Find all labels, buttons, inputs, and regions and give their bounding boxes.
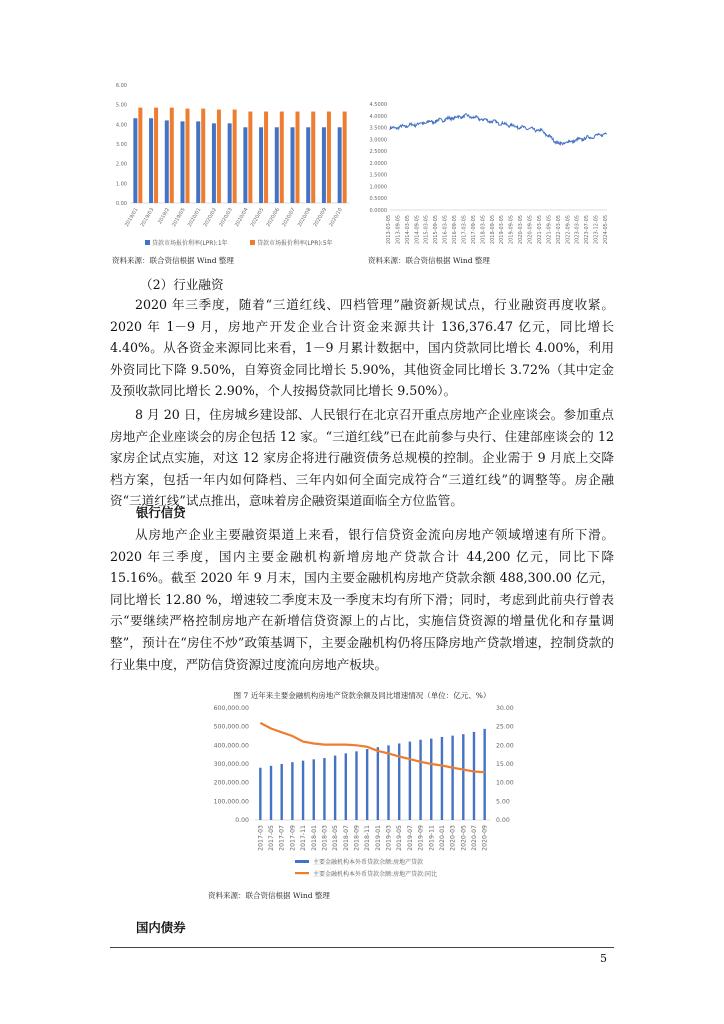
right-tick-label: 5.00 — [496, 798, 510, 806]
y-tick-label: 5.00 — [115, 102, 127, 109]
x-tick-label: 2020/06 — [265, 207, 282, 228]
y-tick-label: 3.5000 — [369, 125, 387, 132]
heading-domestic-bonds: 国内债券 — [136, 920, 186, 935]
loan-balance-bar — [302, 761, 304, 820]
section-industry-financing: （2）行业融资 — [140, 277, 224, 292]
rate-line-chart — [362, 100, 612, 252]
figure7-caption: 图 7 近年来主要金融机构房地产贷款余额及同比增速情况（单位：亿元、%） — [233, 691, 491, 700]
loan-balance-bar — [345, 753, 347, 820]
x-tick-label: 2020/10 — [328, 207, 344, 228]
x-tick-label: 2018-07 — [342, 825, 350, 851]
x-tick-label: 2020-07 — [470, 825, 478, 851]
right-tick-label: 0.00 — [496, 817, 510, 824]
x-tick-label: 2019-05 — [396, 825, 404, 851]
page-number: 5 — [600, 952, 607, 965]
legend-label: 贷款市场报价利率(LPR):1年 — [152, 240, 228, 247]
bar — [327, 112, 331, 203]
x-tick-label: 2019/2 — [157, 207, 172, 226]
x-tick-label: 2018-05 — [332, 825, 340, 851]
y-tick-label: 2.0000 — [369, 160, 387, 167]
bar — [217, 110, 221, 203]
x-tick-label: 2019-03 — [385, 825, 393, 851]
paragraph-financing: 2020 年三季度，随着“三道红线、四档管理”融资新规试点，行业融资再度收紧。2020 年 1－9 月，房地产开发企业合计资金来源共计 136,376.47 亿元，同比增长 4.40%。从各资金来源同比来看，1－9 月累计数据中，国内贷款同比增长 4.00%，利用外资同比下降 9.50%，自筹资金同比增长 5.90%，其他资金同比增长 3.72%（其中定金及预收款同比增长 2.90%，个人按揭贷款同比增长 9.50%）。 — [110, 297, 614, 399]
loan-balance-bar — [419, 740, 421, 820]
right-tick-label: 20.00 — [496, 742, 514, 750]
legend-swatch — [250, 240, 255, 245]
bar — [149, 118, 153, 203]
x-tick-label: 2018-03 — [321, 825, 329, 851]
x-tick-label: 2020/08 — [296, 207, 313, 228]
chart3-source: 资料来源：联合资信根据 Wind 整理 — [208, 891, 330, 900]
y-tick-label: 2.5000 — [369, 149, 387, 156]
left-tick-label: 400,000.00 — [213, 742, 249, 750]
loan-balance-bar — [366, 749, 368, 820]
x-tick-label: 2020/02 — [202, 207, 219, 228]
x-tick-label: 2020-09-05 — [527, 215, 534, 245]
left-tick-label: 0.00 — [235, 817, 249, 824]
loan-balance-bar — [323, 758, 325, 820]
bar — [259, 127, 263, 203]
y-tick-label: 0.5000 — [369, 196, 387, 203]
legend-swatch-line — [295, 872, 309, 874]
y-tick-label: 1.00 — [115, 181, 127, 188]
bar — [306, 127, 310, 203]
x-tick-label: 2023-03-05 — [574, 215, 581, 245]
bar — [138, 108, 142, 203]
x-tick-label: 2014-09-05 — [414, 215, 421, 245]
right-tick-label: 30.00 — [496, 705, 514, 712]
legend-label-line: 主要金融机构本外币贷款余额:房地产贷款:同比 — [313, 871, 438, 878]
left-tick-label: 300,000.00 — [213, 761, 249, 768]
x-tick-label: 2020/03 — [218, 207, 234, 228]
x-tick-label: 2017-03-05 — [461, 215, 468, 245]
bar — [243, 127, 247, 203]
bar — [311, 112, 315, 203]
bar — [248, 112, 252, 203]
y-tick-label: 0.0000 — [369, 208, 387, 214]
bar — [165, 120, 169, 203]
x-tick-label: 2018-09 — [353, 825, 361, 851]
loan-balance-bar — [483, 729, 485, 820]
bar — [280, 112, 284, 203]
loan-balance-bar — [291, 762, 293, 820]
bar — [322, 127, 326, 203]
x-tick-label: 2013-09-05 — [395, 215, 402, 245]
x-tick-label: 2024-05-05 — [603, 215, 609, 245]
x-tick-label: 2022-09-05 — [565, 215, 572, 245]
paragraph-meeting: 8 月 20 日，住房城乡建设部、人民银行在北京召开重点房地产企业座谈会。参加重点房地产企业座谈会的房企包括 12 家。“三道红线”已在此前参与央行、住建部座谈会的 12 家房企试点实施，对这 12 家房企将进行融资债务总规模的控制。企业需于 9 月底上交降档方案，包括一年内如何降档、三年内如何全面完成符合“三道红线”的调整等。房企融资“三道红线”试点推出，意味着房企融资渠道面临全方位监管。 — [110, 407, 614, 509]
bar — [296, 112, 300, 203]
x-tick-label: 2018-03-05 — [480, 215, 487, 245]
x-tick-label: 2020-05 — [460, 825, 468, 851]
loan-balance-bar — [409, 742, 411, 820]
right-tick-label: 25.00 — [496, 723, 514, 731]
bar — [228, 123, 232, 203]
loan-balance-bar — [430, 739, 432, 820]
x-tick-label: 2019-09-05 — [508, 215, 515, 245]
x-tick-label: 2018-11 — [364, 825, 372, 851]
x-tick-label: 2014-03-05 — [404, 215, 411, 245]
x-tick-label: 2017-03 — [257, 825, 265, 851]
x-tick-label: 2017-07 — [278, 825, 286, 851]
x-tick-label: 2019-01 — [374, 825, 382, 851]
x-tick-label: 2015-03-05 — [423, 215, 430, 245]
x-tick-label: 2020/01 — [186, 207, 203, 228]
mortgage-loan-chart — [200, 700, 530, 890]
x-tick-label: 2017-09-05 — [470, 215, 477, 245]
x-tick-label: 2017-05 — [268, 825, 276, 851]
y-tick-label: 4.5000 — [369, 102, 387, 108]
heading-bank-credit: 银行信贷 — [136, 505, 186, 520]
x-tick-label: 2019-09 — [417, 825, 425, 851]
y-tick-label: 1.0000 — [369, 184, 387, 191]
bar — [181, 121, 185, 203]
loan-balance-bar — [270, 766, 272, 820]
x-tick-label: 2019/01 — [124, 207, 140, 228]
y-tick-label: 0.00 — [115, 201, 127, 207]
x-tick-label: 2015-09-05 — [433, 215, 440, 245]
loan-balance-bar — [451, 736, 453, 820]
loan-balance-bar — [398, 743, 400, 820]
legend-label-bar: 主要金融机构本外币贷款余额:房地产贷款 — [313, 859, 424, 866]
y-tick-label: 3.0000 — [369, 137, 387, 144]
loan-balance-bar — [259, 768, 261, 820]
right-tick-label: 15.00 — [496, 761, 514, 768]
legend-swatch-bar — [295, 860, 309, 863]
x-tick-label: 2020/04 — [234, 207, 250, 228]
chart2-source: 资料来源：联合资信根据 Wind 整理 — [368, 256, 490, 265]
x-tick-label: 2020-03 — [449, 825, 457, 851]
bar — [343, 112, 347, 203]
x-tick-label: 2013-03-05 — [386, 215, 392, 245]
x-tick-label: 2017-09 — [289, 825, 297, 851]
x-tick-label: 2020/09 — [312, 207, 329, 228]
bar — [196, 121, 200, 203]
rate-line-series — [390, 114, 607, 145]
loan-balance-bar — [473, 732, 475, 820]
x-tick-label: 2020/07 — [281, 207, 297, 228]
bar — [186, 109, 190, 203]
legend-swatch — [145, 240, 150, 245]
loan-balance-bar — [313, 759, 315, 820]
bar — [233, 110, 237, 203]
x-tick-label: 2020/05 — [249, 207, 266, 228]
x-tick-label: 2023-12-05 — [593, 215, 600, 245]
yoy-growth-line — [260, 723, 484, 772]
bar — [338, 127, 342, 203]
x-tick-label: 2017-11 — [300, 825, 308, 851]
chart1-source: 资料来源：联合资信根据 Wind 整理 — [112, 256, 234, 265]
y-tick-label: 3.00 — [115, 142, 127, 148]
loan-balance-bar — [355, 751, 357, 820]
x-tick-label: 2020-01 — [438, 825, 446, 851]
bar — [154, 108, 158, 203]
x-tick-label: 2023-07-05 — [584, 215, 591, 245]
left-tick-label: 100,000.00 — [213, 798, 249, 806]
loan-balance-bar — [377, 747, 379, 820]
y-tick-label: 4.0000 — [369, 113, 387, 120]
x-tick-label: 2019/05 — [171, 207, 187, 228]
x-tick-label: 2019/03 — [139, 207, 156, 228]
x-tick-label: 2019-07 — [406, 825, 414, 851]
left-tick-label: 600,000.00 — [213, 705, 249, 712]
bar — [275, 127, 279, 203]
bar — [133, 118, 137, 203]
x-tick-label: 2016-03-05 — [442, 215, 449, 245]
right-tick-label: 10.00 — [496, 779, 514, 787]
left-tick-label: 500,000.00 — [213, 723, 249, 731]
loan-balance-bar — [462, 734, 464, 820]
y-tick-label: 6.00 — [115, 83, 127, 89]
legend-label: 贷款市场报价利率(LPR):5年 — [257, 240, 333, 247]
footer-rule — [110, 947, 614, 948]
x-tick-label: 2021-03-05 — [536, 215, 543, 245]
bar — [291, 127, 295, 203]
x-tick-label: 2019-11 — [428, 825, 436, 851]
x-tick-label: 2016-09-05 — [452, 215, 459, 245]
y-tick-label: 2.00 — [115, 161, 127, 168]
bar — [264, 112, 268, 203]
y-tick-label: 1.5000 — [369, 172, 387, 179]
x-tick-label: 2019-03-05 — [499, 215, 506, 245]
x-tick-label: 2020-03-05 — [518, 215, 525, 245]
left-tick-label: 200,000.00 — [213, 779, 249, 787]
bar — [212, 123, 216, 203]
paragraph-bank-credit: 从房地产企业主要融资渠道上来看，银行信贷资金流向房地产领域增速有所下滑。2020 年三季度，国内主要金融机构新增房地产贷款合计 44,200 亿元，同比下降 15.16%。截至 2020 年 9 月末，国内主要金融机构房地产贷款余额 488,300.00 亿元，同比增长 12.80 %，增速较二季度末及一季度末均有所下滑；同时，考虑到此前央行曾表示“要继续严格控制房地产在新增信贷资源上的占比，实施信贷资源的增量优化和存量调整”，预计在“房住不炒”政策基调下，主要金融机构仍将压降房地产贷款增速，控制贷款的行业集中度，严防信贷资源过度流向房地产板块。 — [110, 527, 614, 672]
x-tick-label: 2018-01 — [310, 825, 318, 851]
bar — [201, 109, 205, 203]
bar — [170, 108, 174, 203]
x-tick-label: 2021-09-05 — [546, 215, 553, 245]
loan-balance-bar — [281, 764, 283, 820]
loan-balance-bar — [334, 756, 336, 820]
x-tick-label: 2020-09 — [481, 825, 489, 851]
x-tick-label: 2022-03-05 — [555, 215, 562, 245]
y-tick-label: 4.00 — [115, 122, 127, 129]
loan-balance-bar — [441, 737, 443, 820]
loan-balance-bar — [387, 745, 389, 820]
x-tick-label: 2018-09-05 — [489, 215, 496, 245]
lpr-bar-chart — [110, 80, 355, 252]
